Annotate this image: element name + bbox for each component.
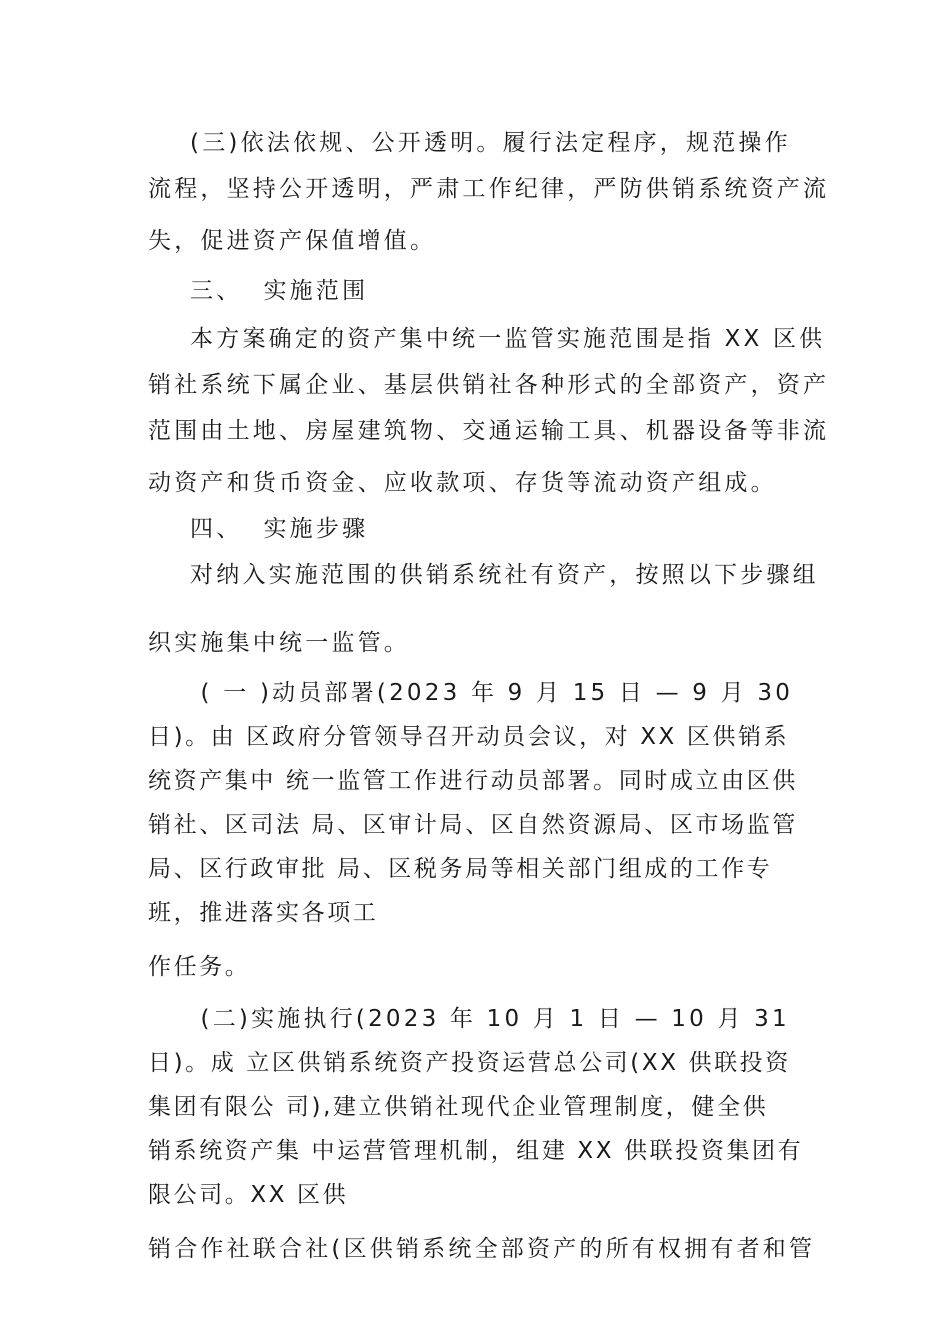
paragraph-line: 销社系统下属企业、基层供销社各种形式的全部资产，资产	[148, 372, 830, 398]
paragraph-line: 限公司。XX 区供	[148, 1182, 349, 1208]
paragraph-line: 流程，坚持公开透明，严肃工作纪律，严防供销系统资产流	[148, 176, 830, 202]
paragraph-line: 局、区行政审批 局、区税务局等相关部门组成的工作专	[148, 856, 773, 882]
paragraph-line: 失，促进资产保值增值。	[148, 228, 437, 254]
paragraph-line: 本方案确定的资产集中统一监管实施范围是指 XX 区供	[148, 326, 826, 352]
section-heading: 四、 实施步骤	[148, 516, 369, 542]
paragraph-line: 动资产和货币资金、应收款项、存货等流动资产组成。	[148, 470, 777, 496]
paragraph-line: (二)实施执行(2023 年 10 月 1 日 — 10 月 31	[148, 1006, 790, 1032]
paragraph-line: 作任务。	[148, 954, 251, 980]
paragraph-line: 集团有限公 司),建立供销社现代企业管理制度，健全供	[148, 1094, 769, 1120]
paragraph-line: (三)依法依规、公开透明。履行法定程序，规范操作	[148, 130, 791, 156]
paragraph-line: 对纳入实施范围的供销系统社有资产，按照以下步骤组	[148, 562, 819, 588]
paragraph-line: 销合作社联合社(区供销系统全部资产的所有权拥有者和管	[148, 1236, 816, 1262]
paragraph-line: 班，推进落实各项工	[148, 900, 379, 926]
paragraph-line: 销社、区司法 局、区审计局、区自然资源局、区市场监管	[148, 812, 798, 838]
paragraph-line: 织实施集中统一监管。	[148, 630, 410, 656]
section-heading: 三、 实施范围	[148, 278, 369, 304]
paragraph-line: 日)。由 区政府分管领导召开动员会议，对 XX 区供销系	[148, 724, 790, 750]
paragraph-line: 统资产集中 统一监管工作进行动员部署。同时成立由区供	[148, 768, 798, 794]
paragraph-line: 范围由土地、房屋建筑物、交通运输工具、机器设备等非流	[148, 418, 830, 444]
paragraph-line: ( 一 )动员部署(2023 年 9 月 15 日 — 9 月 30	[148, 680, 794, 706]
paragraph-line: 日)。成 立区供销系统资产投资运营总公司(XX 供联投资	[148, 1050, 791, 1076]
paragraph-line: 销系统资产集 中运营管理机制，组建 XX 供联投资集团有	[148, 1138, 804, 1164]
